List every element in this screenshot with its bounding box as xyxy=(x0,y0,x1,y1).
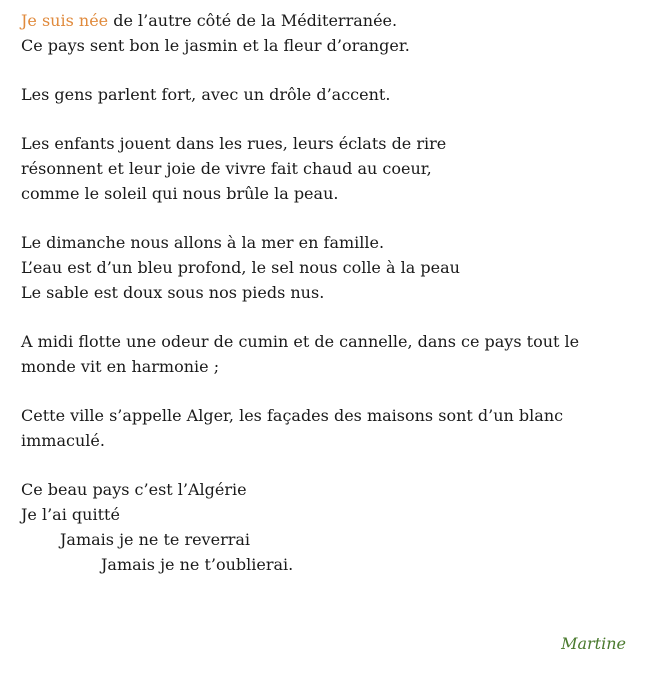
poem-line: comme le soleil qui nous brûle la peau. xyxy=(21,184,339,203)
poem xyxy=(21,8,641,601)
poem-line xyxy=(21,8,641,33)
stanza-2 xyxy=(21,82,641,107)
highlighted-opening: Je suis née xyxy=(21,11,109,30)
poem-line-indented: Jamais je ne te reverrai xyxy=(60,530,251,549)
stanza-1 xyxy=(21,8,641,58)
poem-line-indented-more: Jamais je ne t’oublierai. xyxy=(101,555,294,574)
poem-line: L’eau est d’un bleu profond, le sel nous colle à la peau xyxy=(21,258,460,277)
stanza-7 xyxy=(21,477,641,577)
poem-line: monde vit en harmonie ; xyxy=(21,357,220,376)
poem-line: Les gens parlent fort, avec un drôle d’accent. xyxy=(21,85,391,104)
poem-line: Cette ville s’appelle Alger, les façades des maisons sont d’un blanc xyxy=(21,406,564,425)
line-text: de l’autre côté de la Méditerranée. xyxy=(108,11,398,30)
poem-line: immaculé. xyxy=(21,431,105,450)
poem-line: Ce pays sent bon le jasmin et la fleur d’oranger. xyxy=(21,36,410,55)
poem-line: Le dimanche nous allons à la mer en famille. xyxy=(21,233,385,252)
poem-line: résonnent et leur joie de vivre fait chaud au coeur, xyxy=(21,159,432,178)
poem-line: Ce beau pays c’est l’Algérie xyxy=(21,480,247,499)
poem-line: A midi flotte une odeur de cumin et de cannelle, dans ce pays tout le xyxy=(21,332,580,351)
stanza-4 xyxy=(21,230,641,305)
author-signature: Martine xyxy=(561,634,626,653)
stanza-6 xyxy=(21,403,641,453)
poem-line: Je l’ai quitté xyxy=(21,505,120,524)
poem-line: Les enfants jouent dans les rues, leurs éclats de rire xyxy=(21,134,447,153)
stanza-3 xyxy=(21,131,641,206)
stanza-5 xyxy=(21,329,641,379)
poem-line: Le sable est doux sous nos pieds nus. xyxy=(21,283,325,302)
